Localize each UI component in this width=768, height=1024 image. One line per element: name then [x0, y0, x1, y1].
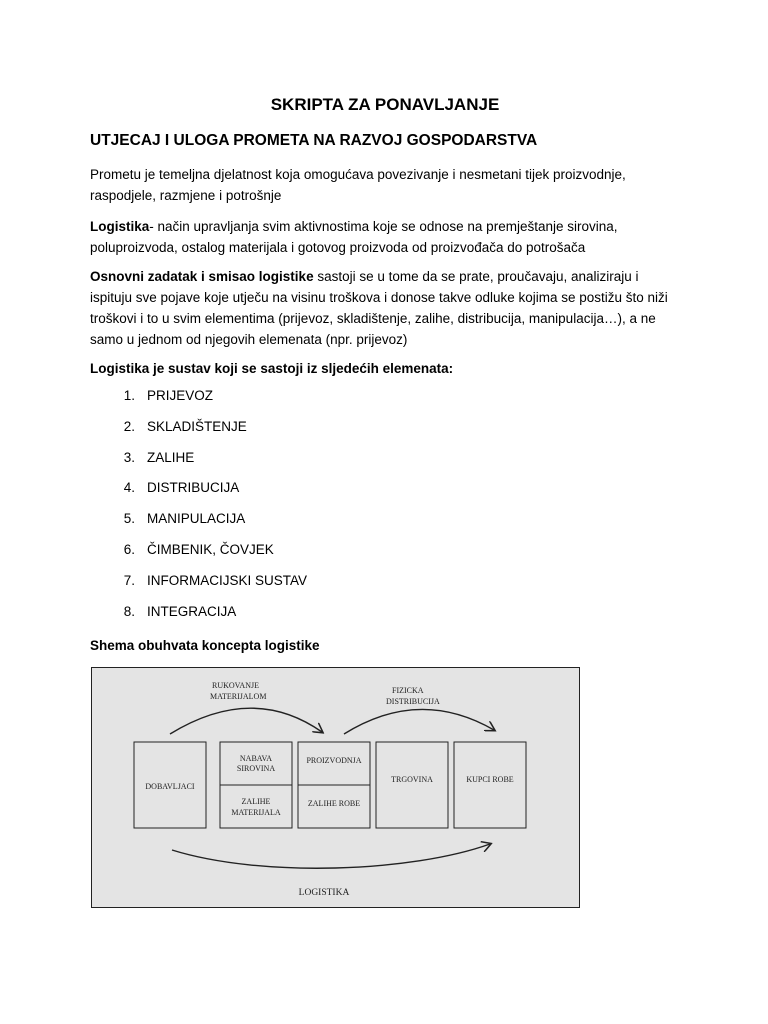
box-nabava-label-1: NABAVA	[239, 754, 273, 763]
diagram-svg	[92, 668, 579, 907]
box-zalihe-robe-label: ZALIHE ROBE	[307, 799, 361, 808]
paragraph-elementi: Logistika je sustav koji se sastoji iz sljedećih elemenata:	[90, 361, 454, 376]
arrow-logistika	[172, 844, 490, 868]
text-zadatak: sastoji se u tome da se prate, proučavaju, analiziraju i ispituju sve pojave koje utječu na visinu troškova i donose takve odluke kojima se postižu što niži troškovi i to u svim elementima (prijevoz, skladištenje, zalihe, distribucija, manipulacija…), a ne samo u jednom od njegovih elemenata (npr. prijevoz)	[90, 269, 668, 347]
list-item: 4. DISTRIBUCIJA	[123, 480, 240, 496]
arrow-rukovanje	[170, 708, 322, 734]
box-kupci-label: KUPCI ROBE	[466, 775, 514, 784]
list-item: 7. INFORMACIJSKI SUSTAV	[123, 572, 308, 588]
list-item: 1. PRIJEVOZ	[123, 388, 214, 403]
list-item: 5. MANIPULACIJA	[123, 511, 246, 527]
diagram-caption: Shema obuhvata koncepta logistike	[90, 638, 320, 653]
arrow-fizicka	[344, 709, 494, 734]
list-item: 2. SKLADIŠTENJE	[123, 418, 247, 434]
box-trgovina-label: TRGOVINA	[391, 775, 433, 784]
list-item: 3. ZALIHE	[123, 449, 195, 465]
logistics-diagram	[91, 667, 580, 908]
paragraph-zadatak	[90, 266, 670, 350]
list-item: 8. INTEGRACIJA	[123, 603, 237, 619]
section-heading: UTJECAJ I ULOGA PROMETA NA RAZVOJ GOSPODARSTVA	[90, 132, 538, 149]
term-zadatak: Osnovni zadatak i smisao logistike	[90, 269, 314, 284]
elements-list	[90, 388, 307, 634]
paragraph-logistika	[90, 216, 670, 258]
label-rukovanje-1: RUKOVANJE	[212, 681, 259, 690]
definition-logistika: - način upravljanja svim aktivnostima koje se odnose na premještanje sirovina, poluproizvoda, ostalog materijala i gotovog proizvoda od proizvođača do potrošača	[90, 219, 618, 255]
box-trgovina	[376, 742, 448, 828]
label-logistika: LOGISTIKA	[298, 888, 350, 898]
label-fizicka-1: FIZICKA	[392, 686, 424, 695]
label-rukovanje-2: MATERIJALOM	[210, 692, 267, 701]
box-zalihe-mat-label-2: MATERIJALA	[231, 808, 281, 817]
list-item: 6. ČIMBENIK, ČOVJEK	[123, 541, 274, 557]
box-nabava-label-2: SIROVINA	[236, 764, 276, 773]
box-zalihe-mat-label-1: ZALIHE	[241, 797, 271, 806]
box-kupci	[454, 742, 526, 828]
label-fizicka-2: DISTRIBUCIJA	[386, 697, 440, 706]
page-title: SKRIPTA ZA PONAVLJANJE	[270, 95, 500, 114]
term-logistika: Logistika	[90, 219, 150, 234]
box-dobavljaci-label: DOBAVLJACI	[145, 782, 195, 791]
paragraph-promet: Prometu je temeljna djelatnost koja omogućava povezivanje i nesmetani tijek proizvodnje, raspodjele, razmjene i potrošnje	[90, 167, 626, 203]
box-proizvodnja-label: PROIZVODNJA	[306, 756, 362, 765]
